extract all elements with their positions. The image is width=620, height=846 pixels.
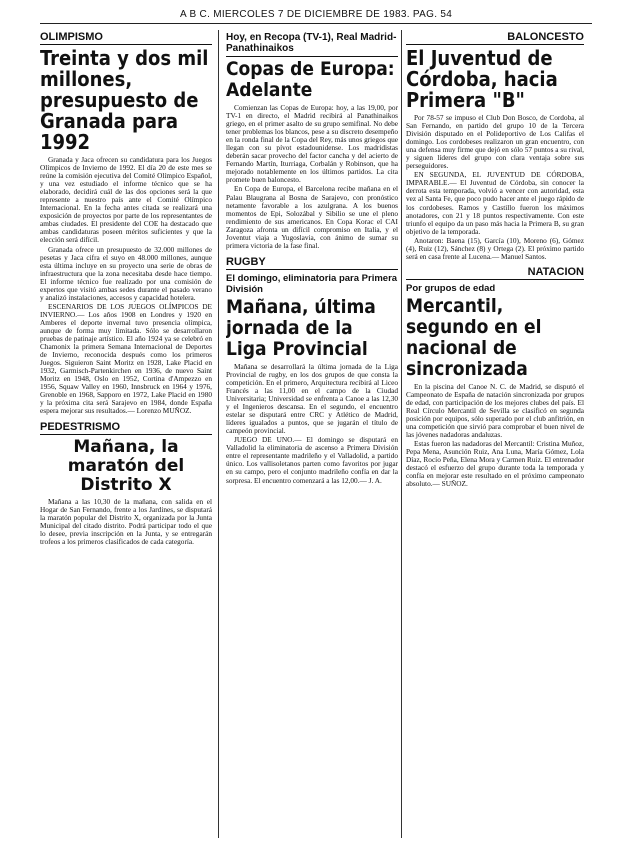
headline-copas: Copas de Europa: Adelante — [226, 56, 398, 101]
kicker-recopa: Hoy, en Recopa (TV-1), Real Madrid-Panathinaikos — [226, 32, 397, 54]
article-paragraph: ESCENARIOS DE LOS JUEGOS OLÍMPICOS DE INVIERNO.— Los años 1908 en Londres y 1920 en Amberes el deporte invernal tuvo presencia olímpica, aunque de forma muy limitada. Sólo se desarrollaron pruebas de patinaje artístico. El año 1924 ya se celebró en Chamonix la primera Semana Internacional de Deportes de Invierno, reconocida después como los primeros Juegos. Siguieron Saint Moritz en 1928, Lake Placid en 1932, Garmisch-Partenkirchen en 1936, de nuevo Saint Moritz en 1948, Oslo en 1952, Cortina d'Ampezzo en 1956, Squaw Valley en 1960, Innsbruck en 1964 y 1976, Grenoble en 1968, Sapporo en 1972, Lake Placid en 1980 y la próxima cita será Sarajevo en 1984, donde España espera mejorar sus resultados.— Lorenzo MUÑOZ. — [40, 301, 212, 416]
article-paragraph: Comienzan las Copas de Europa: hoy, a las 19,00, por TV-1 en directo, el Madrid recibirá al Panathinaikos griego, en el primer asalto de su grupo semifinal. No debe tener problemas los blancos, pese a su discreto desempeño en la ronda final de la Copa del Rey, más unos griegos que llegan con su pívot estadounidense. Los madridistas deberán sacar provecho del factor cancha y del acierto de Fernando Martín, Iturriaga, Corbalán y Robinson, que ha mejorado notablemente en los últimos partidos. La cita promete buen baloncesto. — [226, 103, 398, 185]
kicker-rugby: El domingo, eliminatoria para Primera División — [226, 272, 398, 295]
section-label-rugby: RUGBY — [226, 255, 398, 270]
headline-maraton: Mañana, la maratón del Distrito X — [67, 436, 185, 495]
column-divider-2 — [401, 30, 402, 838]
column-divider-1 — [218, 30, 219, 838]
column-olimpismo — [40, 30, 212, 840]
headline-liga-provincial: Mañana, última jornada de la Liga Provincial — [226, 295, 376, 360]
headline-juventud-cordoba: El Juventud de Córdoba, hacia Primera "B" — [406, 46, 558, 112]
headline-mercantil: Mercantil, segundo en el nacional de sincronizada — [406, 294, 542, 380]
section-label-natacion: NATACION — [406, 265, 584, 280]
section-label-pedestrismo: PEDESTRISMO — [40, 420, 212, 435]
article-paragraph: Granada y Jaca ofrecen su candidatura para los Juegos Olímpicos de Invierno de 1992. El día 20 de este mes se reúne la comisión ejecutiva del Comité Olímpico Español, y una vez estudiado el informe técnico que se ha elaborado, decidirá cuál de las dos opciones será la que represente a nuestro país ante el Comité Olímpico Internacional. En la fecha antes citada se realizará una exposición de proyectos por parte de los representantes de ambas ciudades. El presidente del COE ha destacado que ambas candidaturas poseen méritos suficientes y que la elección será difícil. — [40, 155, 212, 245]
header-text: A B C. MIERCOLES 7 DE DICIEMBRE DE 1983. PAG. 54 — [180, 9, 453, 20]
article-paragraph: Estas fueron las nadadoras del Mercantil: Cristina Muñoz, Pepa Mena, Asunción Ruiz, Ana Luna, María Gómez, Lola Díaz, Rocío Peña, Elena Mora y Carmen Ruiz. El entrenador destacó el esfuerzo del grupo durante toda la temporada y confía en mejorar este resultado en el próximo campeonato absoluto.— SUÑOZ. — [406, 439, 584, 489]
kicker-natacion: Por grupos de edad — [406, 282, 496, 294]
article-paragraph: Por 78-57 se impuso el Club Don Bosco, de Cordoba, al San Fernando, en partido del grupo 10 de la Tercera División disputado en el Polideportivo de Los Califas el domingo. Los cordobeses realizaron un gran encuentro, con una defensa muy firme que dejó en sólo 57 puntos a su rival, y siguen líderes del grupo con clara ventaja sobre sus perseguidores. — [406, 113, 584, 171]
header-rule — [40, 23, 592, 24]
section-label-olimpismo: OLIMPISMO — [40, 30, 212, 45]
article-paragraph: En la piscina del Canoe N. C. de Madrid, se disputó el Campeonato de España de natación sincronizada por grupos de edad, con participación de los mejores clubes del país. El Real Círculo Mercantil de Sevilla se clasificó en segunda posición por equipos, sólo superado por el club anfitrión, en una competición que sirvió para comprobar el buen nivel de las jóvenes nadadoras andaluzas. — [406, 381, 584, 440]
article-paragraph: EN SEGUNDA, EL JUVENTUD DE CÓRDOBA, IMPARABLE.— El Juventud de Córdoba, sin conocer la derrota esta temporada, volvió a vencer con autoridad, esta vez al Santa Fe, que poco pudo hacer ante el juego rápido de los cordobeses. Ramos y Castillo fueron los máximos anotadores, con 21 y 18 puntos respectivamente. Con este triunfo el equipo da un paso más hacia la Primera B, su gran objetivo de la temporada. — [406, 170, 584, 236]
article-paragraph: Anotaron: Baena (15), García (10), Moreno (6), Gómez (4), Ruiz (12), Sánchez (8) y Ortega (2). El próximo partido será en casa frente al Lucena.— Manuel Santos. — [406, 235, 584, 261]
article-paragraph: Granada ofrece un presupuesto de 32.000 millones de pesetas y Jaca cifra el suyo en 48.000 millones, aunque esta última incluye en su proyecto una serie de obras de infraestructura que la zona necesitaba desde hace tiempo. El informe técnico fue realizado por una comisión de expertos que visitó ambas sedes durante el pasado verano y analizó instalaciones, accesos y capacidad hotelera. — [40, 244, 212, 302]
headline-granada: Treinta y dos mil millones, presupuesto de Granada para 1992 — [40, 46, 209, 154]
column-baloncesto — [406, 30, 584, 840]
article-paragraph: Mañana se desarrollará la última jornada de la Liga Provincial de rugby, en los dos grupos de que consta la competición. En el primero, Arquitectura recibirá al Liceo Francés a las 11,00 en el campo de la Ciudad Universitaria; Universidad se enfrenta a Canoe a las 12,30 y el Ingenieros descansa. En el segundo, el encuentro estelar se disputará entre CRC y Atlético de Madrid, líderes igualados a puntos, que se jugarán el título de campeón provincial. — [226, 361, 398, 436]
article-paragraph: En Copa de Europa, el Barcelona recibe mañana en el Palau Blaugrana al Bosna de Sarajevo, con pronóstico netamente favorable a los azulgrana. A los buenos momentos de Epi, Solozábal y Sibilio se une el pleno rendimiento de sus americanos. En Copa Korac el CAI Zaragoza afronta un difícil compromiso en Italia, y el Joventut viaja a Yugoslavia, con ánimo de sumar su primera victoria de la fase final. — [226, 184, 398, 250]
page-header — [0, 0, 620, 26]
section-label-baloncesto: BALONCESTO — [406, 30, 584, 45]
article-paragraph: JUEGO DE UNO.— El domingo se disputará en Valladolid la eliminatoria de ascenso a Primera División entre el representante madrileño y el Valladolid, a partido único. Los vallisoletanos parten como favoritos por jugar en su campo, pero el conjunto madrileño confía en dar la sorpresa. El encuentro comenzará a las 12,00.— J. A. — [226, 435, 398, 485]
column-copas — [226, 30, 398, 840]
article-paragraph: Mañana a las 10,30 de la mañana, con salida en el Hogar de San Fernando, frente a los Jardines, se disputará la maratón popular del Distrito X, organizada por la Junta Municipal del citado distrito. Podrá participar todo el que lo desee, previa inscripción en la Junta, y se entregarán trofeos a los primeros clasificados de cada categoría. — [40, 496, 212, 546]
